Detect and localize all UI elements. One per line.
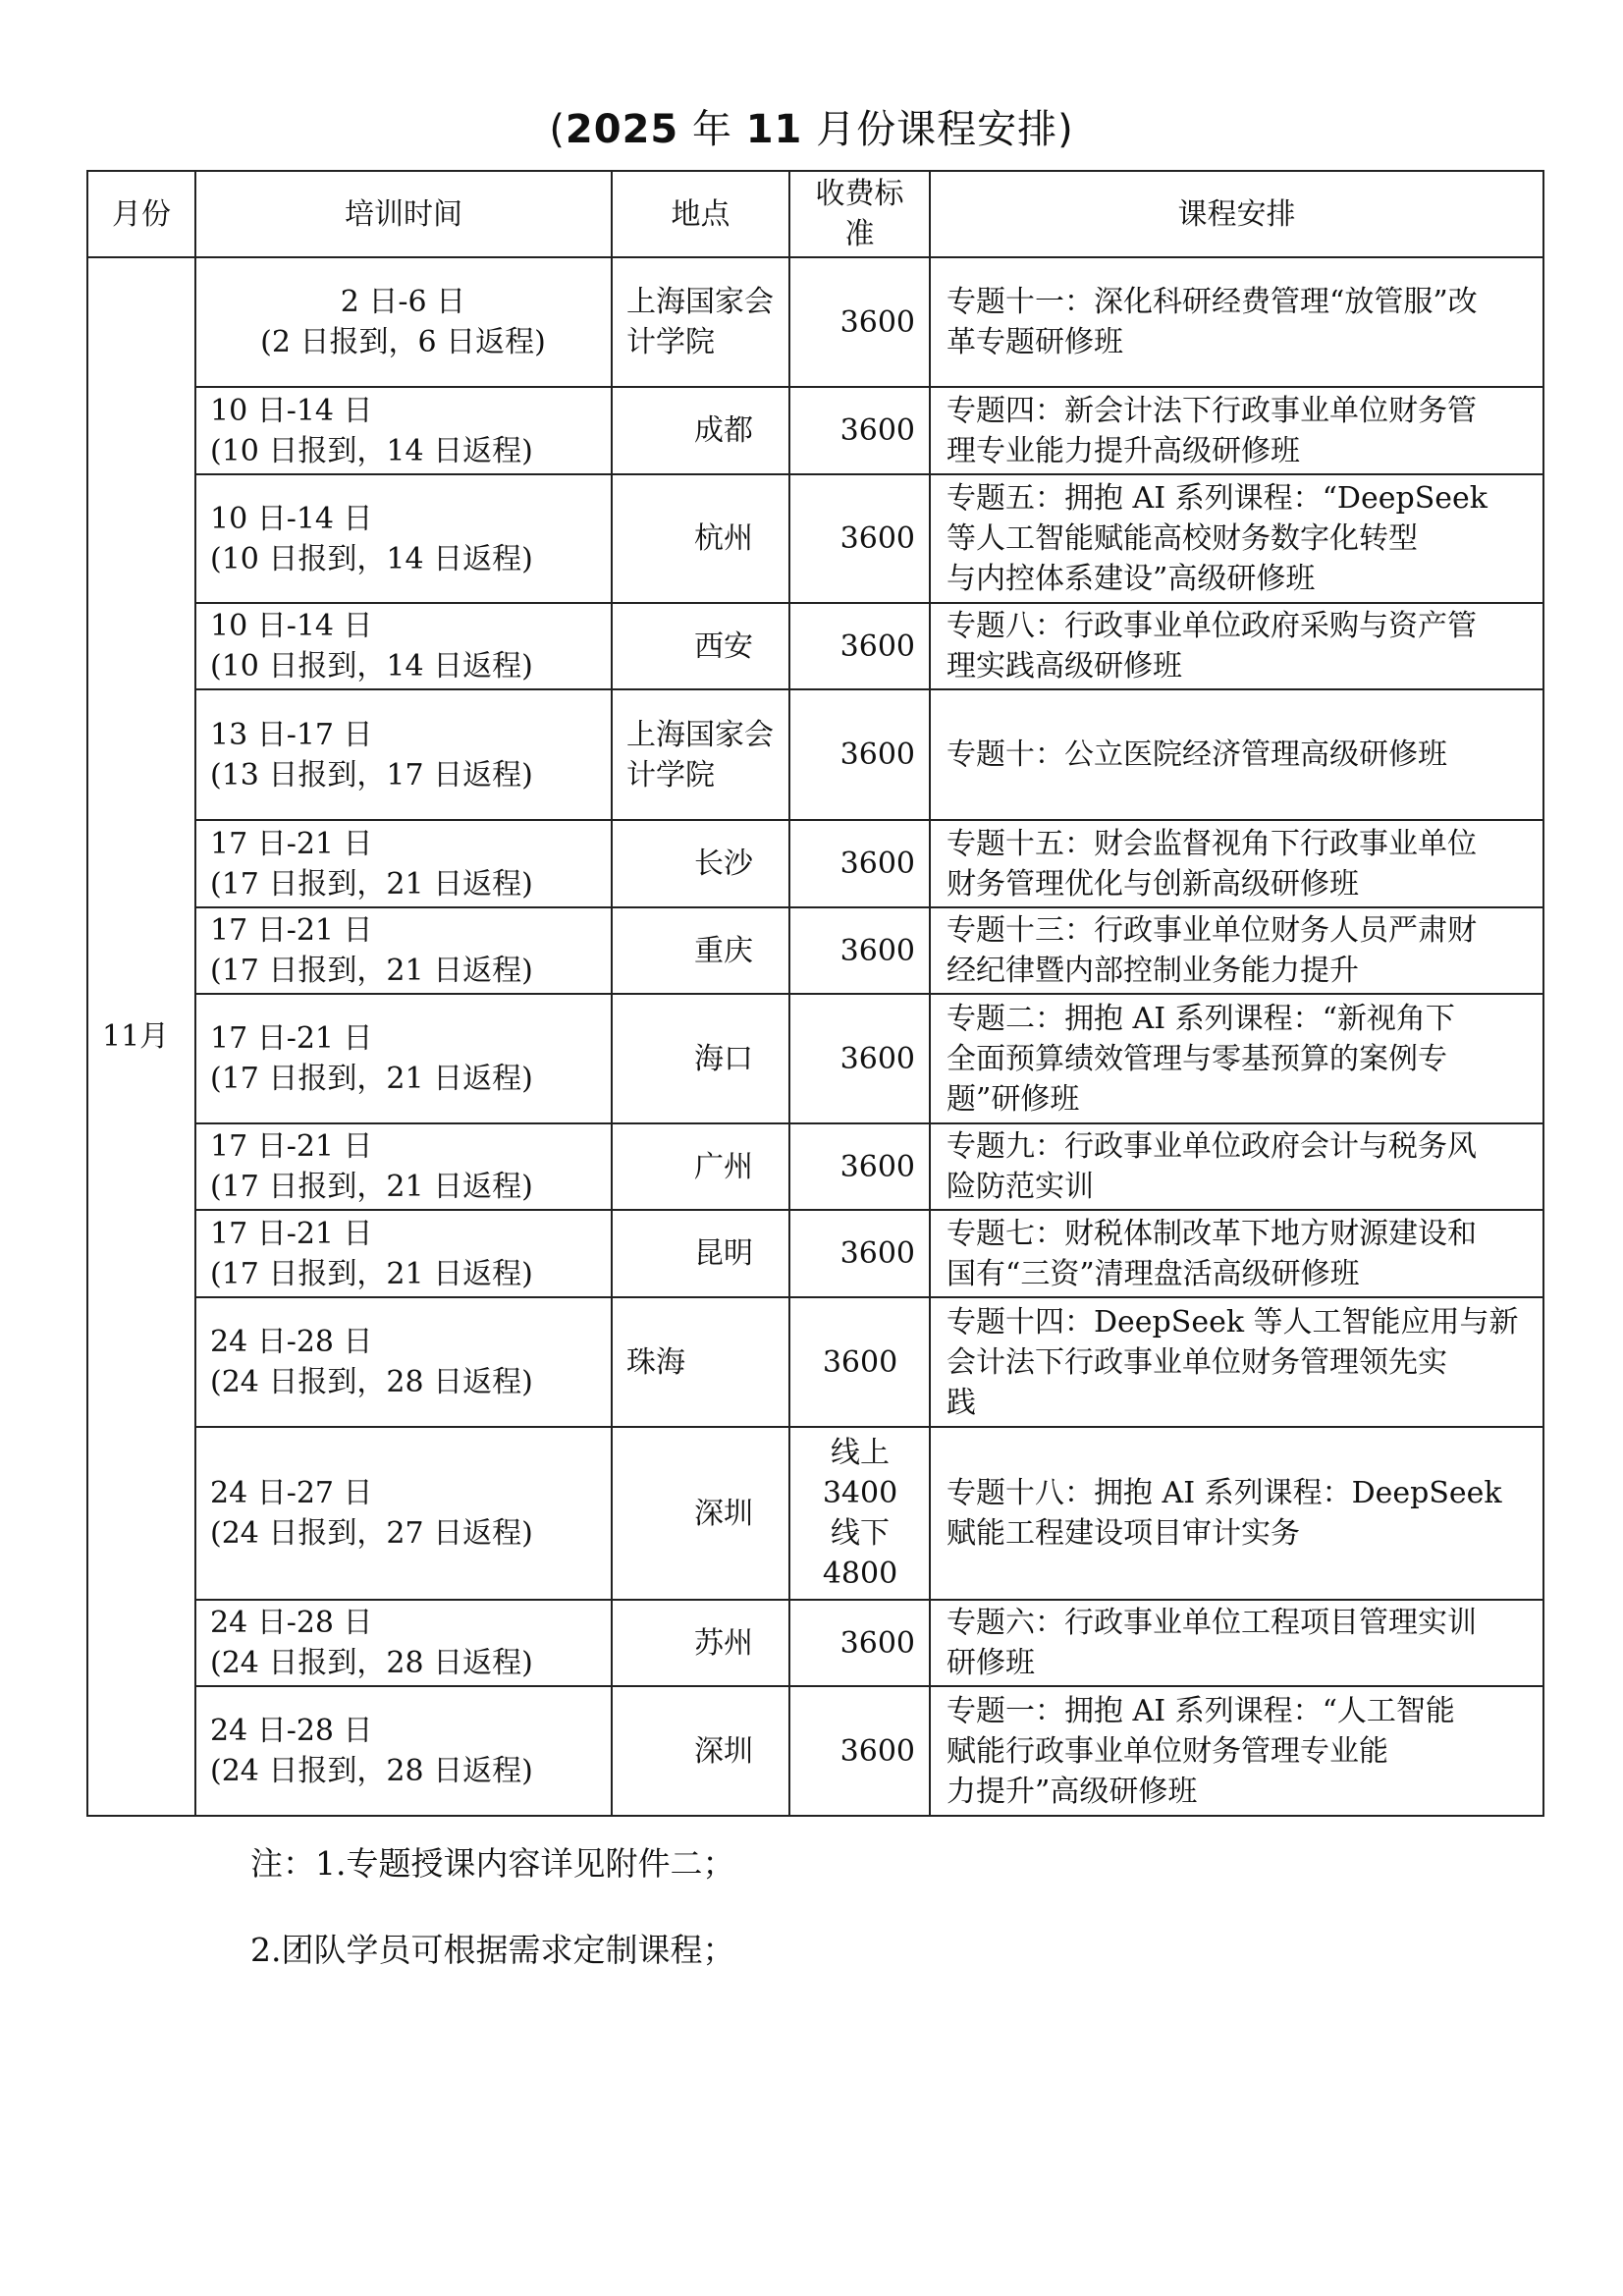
fee-cell: 3600 [789, 1297, 930, 1427]
course-cell: 专题二：拥抱 AI 系列课程：“新视角下 全面预算绩效管理与零基预算的案例专 题”研修班 [930, 994, 1543, 1123]
course-cell: 专题五：拥抱 AI 系列课程：“DeepSeek 等人工智能赋能高校财务数字化转型 与内控体系建设”高级研修班 [930, 474, 1543, 603]
time-cell: 24 日-28 日 (24 日报到，28 日返程) [195, 1686, 612, 1816]
time-cell: 10 日-14 日 (10 日报到，14 日返程) [195, 603, 612, 689]
place-cell: 珠海 [612, 1297, 789, 1427]
table-row [87, 603, 1543, 689]
course-cell: 专题四：新会计法下行政事业单位财务管 理专业能力提升高级研修班 [930, 387, 1543, 474]
course-cell: 专题一：拥抱 AI 系列课程：“人工智能 赋能行政事业单位财务管理专业能 力提升”高级研修班 [930, 1686, 1543, 1816]
time-cell: 2 日-6 日 (2 日报到，6 日返程) [195, 257, 612, 387]
time-cell: 24 日-27 日 (24 日报到，27 日返程) [195, 1427, 612, 1600]
course-cell: 专题七：财税体制改革下地方财源建设和 国有“三资”清理盘活高级研修班 [930, 1210, 1543, 1297]
table-row [87, 994, 1543, 1123]
time-cell: 17 日-21 日 (17 日报到，21 日返程) [195, 994, 612, 1123]
place-cell: 西安 [612, 603, 789, 689]
place-cell: 上海国家会计学院 [612, 257, 789, 387]
course-cell: 专题十：公立医院经济管理高级研修班 [930, 689, 1543, 820]
place-cell: 苏州 [612, 1600, 789, 1686]
table-row [87, 1123, 1543, 1210]
time-cell: 17 日-21 日 (17 日报到，21 日返程) [195, 1210, 612, 1297]
place-cell: 杭州 [612, 474, 789, 603]
place-cell: 成都 [612, 387, 789, 474]
fee-cell: 3600 [789, 689, 930, 820]
place-cell: 深圳 [612, 1427, 789, 1600]
table-row [87, 820, 1543, 907]
table-row [87, 474, 1543, 603]
place-cell: 广州 [612, 1123, 789, 1210]
place-cell: 上海国家会计学院 [612, 689, 789, 820]
fee-cell: 3600 [789, 820, 930, 907]
table-row [87, 1210, 1543, 1297]
fee-cell: 3600 [789, 257, 930, 387]
table-header-row [87, 171, 1543, 257]
fee-cell: 线上 3400 线下 4800 [789, 1427, 930, 1600]
note-2: 2.团队学员可根据需求定制课程； [250, 1931, 735, 1969]
course-cell: 专题十三：行政事业单位财务人员严肃财 经纪律暨内部控制业务能力提升 [930, 907, 1543, 994]
page-title: (2025 年 11 月份课程安排) [549, 107, 1074, 152]
note-1: 注：1.专题授课内容详见附件二； [250, 1844, 735, 1883]
table-row [87, 387, 1543, 474]
fee-cell: 3600 [789, 387, 930, 474]
fee-cell: 3600 [789, 1210, 930, 1297]
table-row [87, 1297, 1543, 1427]
table-row [87, 1600, 1543, 1686]
table-row [87, 257, 1543, 387]
header-time: 培训时间 [195, 171, 612, 257]
header-course: 课程安排 [930, 171, 1543, 257]
course-cell: 专题六：行政事业单位工程项目管理实训 研修班 [930, 1600, 1543, 1686]
time-cell: 10 日-14 日 (10 日报到，14 日返程) [195, 387, 612, 474]
schedule-table [86, 170, 1544, 1817]
header-month: 月份 [87, 171, 195, 257]
course-cell: 专题八：行政事业单位政府采购与资产管 理实践高级研修班 [930, 603, 1543, 689]
time-cell: 17 日-21 日 (17 日报到，21 日返程) [195, 1123, 612, 1210]
time-cell: 17 日-21 日 (17 日报到，21 日返程) [195, 820, 612, 907]
time-cell: 10 日-14 日 (10 日报到，14 日返程) [195, 474, 612, 603]
course-cell: 专题十八：拥抱 AI 系列课程：DeepSeek 赋能工程建设项目审计实务 [930, 1427, 1543, 1600]
header-fee: 收费标准 [789, 171, 930, 257]
course-cell: 专题十五：财会监督视角下行政事业单位 财务管理优化与创新高级研修班 [930, 820, 1543, 907]
course-cell: 专题十四：DeepSeek 等人工智能应用与新 会计法下行政事业单位财务管理领先实 践 [930, 1297, 1543, 1427]
place-cell: 昆明 [612, 1210, 789, 1297]
time-cell: 24 日-28 日 (24 日报到，28 日返程) [195, 1600, 612, 1686]
place-cell: 海口 [612, 994, 789, 1123]
table-row [87, 1686, 1543, 1816]
fee-cell: 3600 [789, 1686, 930, 1816]
month-cell: 11月 [87, 257, 195, 1816]
table-row [87, 1427, 1543, 1600]
fee-cell: 3600 [789, 907, 930, 994]
table-row [87, 907, 1543, 994]
fee-cell: 3600 [789, 994, 930, 1123]
fee-cell: 3600 [789, 1600, 930, 1686]
table-row [87, 689, 1543, 820]
time-cell: 17 日-21 日 (17 日报到，21 日返程) [195, 907, 612, 994]
time-cell: 24 日-28 日 (24 日报到，28 日返程) [195, 1297, 612, 1427]
place-cell: 长沙 [612, 820, 789, 907]
fee-cell: 3600 [789, 1123, 930, 1210]
fee-cell: 3600 [789, 603, 930, 689]
place-cell: 深圳 [612, 1686, 789, 1816]
fee-cell: 3600 [789, 474, 930, 603]
header-place: 地点 [612, 171, 789, 257]
time-cell: 13 日-17 日 (13 日报到，17 日返程) [195, 689, 612, 820]
course-cell: 专题十一：深化科研经费管理“放管服”改 革专题研修班 [930, 257, 1543, 387]
course-cell: 专题九：行政事业单位政府会计与税务风 险防范实训 [930, 1123, 1543, 1210]
place-cell: 重庆 [612, 907, 789, 994]
